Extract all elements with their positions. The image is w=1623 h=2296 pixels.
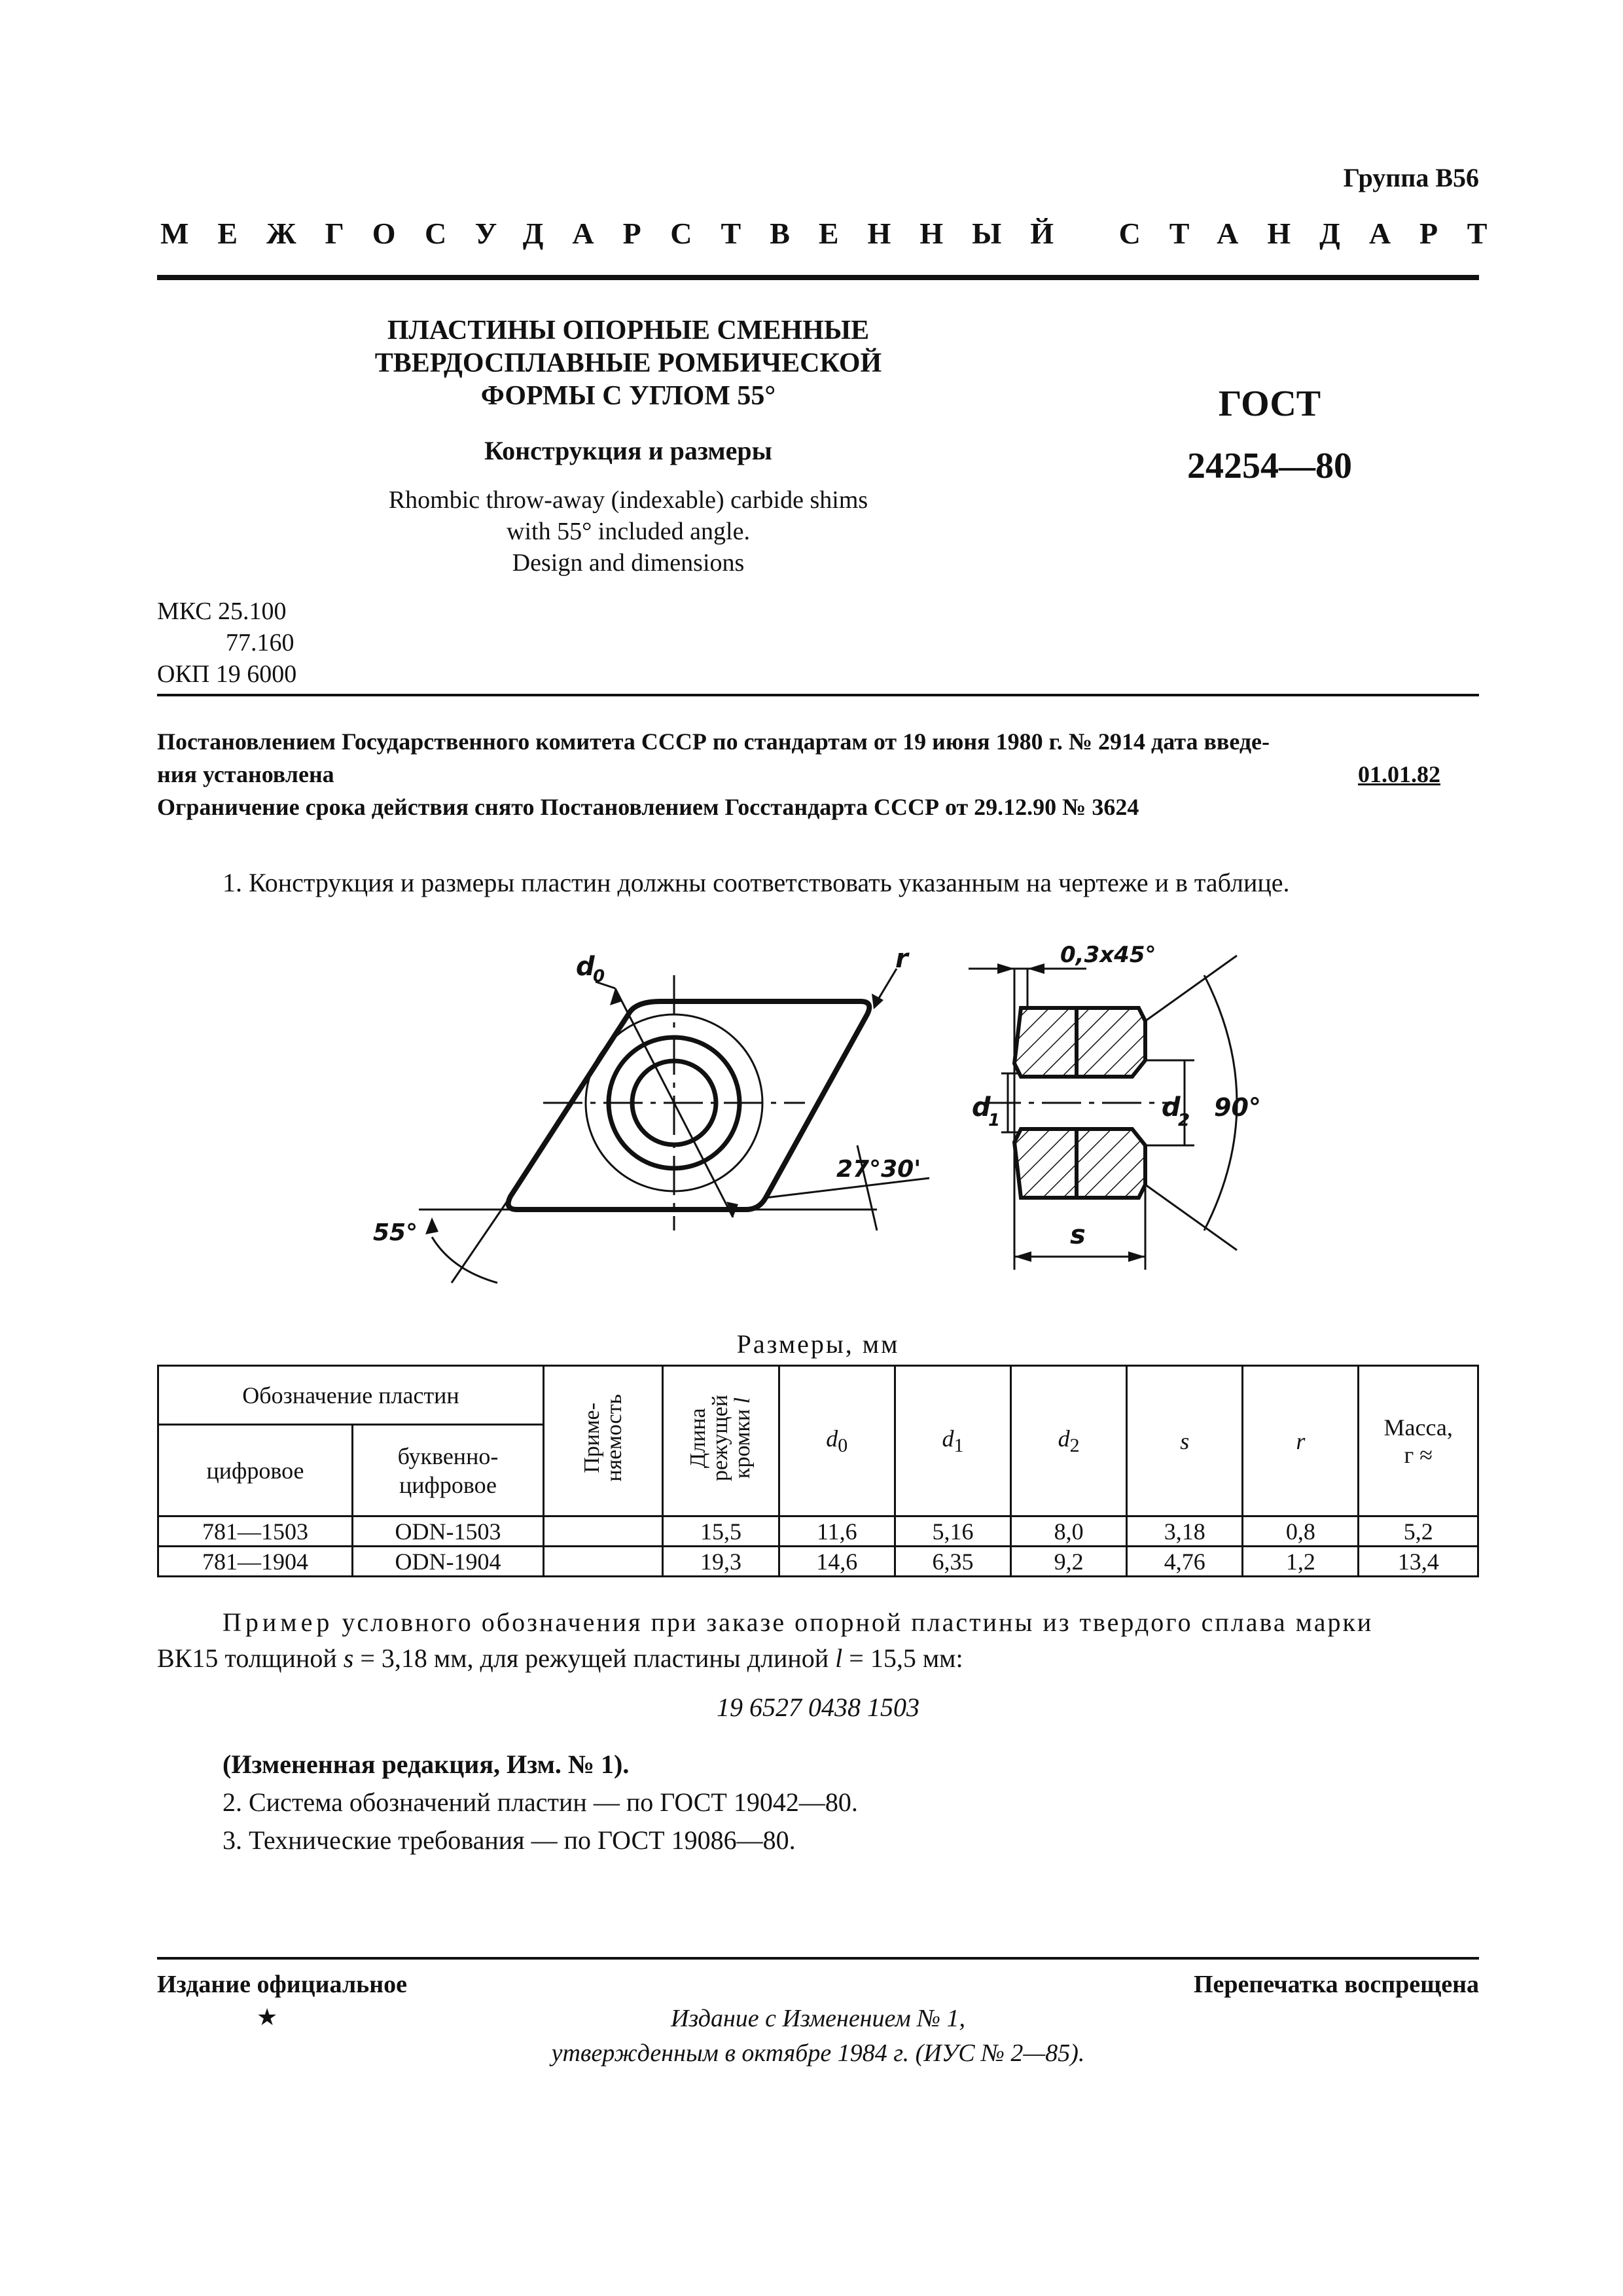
revision-note: (Измененная редакция, Изм. № 1).	[223, 1749, 630, 1779]
official-edition: Издание официальное	[157, 1971, 408, 1998]
r-leader	[877, 969, 897, 1001]
header-designation: Обозначение пластин	[158, 1366, 544, 1425]
svg-text:0: 0	[593, 967, 605, 986]
subtitle: Конструкция и размеры	[484, 436, 772, 465]
header-d1: $d_1$	[895, 1366, 1010, 1516]
table-row: 781—1503 ODN-1503 15,5 11,6 5,16 8,0 3,18 0,8 5,2	[158, 1516, 1478, 1547]
group-label: Группа В56	[1343, 163, 1479, 192]
table-caption: Размеры, мм	[736, 1329, 900, 1359]
label-d0: d	[576, 952, 595, 982]
table-row: 781—1904 ODN-1904 19,3 14,6 6,35 9,2 4,76 1,2 13,4	[158, 1547, 1478, 1577]
label-55: 55°	[373, 1219, 418, 1246]
plate-labels	[373, 944, 921, 1246]
footer-rule	[157, 1957, 1479, 1960]
decree-date: 01.01.82	[1358, 761, 1440, 787]
example-line1: Пример условного обозначения при заказе опорной пластины из твердого сплава марки	[223, 1607, 1374, 1637]
example-line2: ВК15 толщиной s = 3,18 мм, для режущей пластины длиной l = 15,5 мм:	[157, 1643, 963, 1673]
edition-note-2: утвержденным в октябре 1984 г. (ИУС № 2—85).	[551, 2039, 1085, 2067]
label-d1: d	[972, 1092, 991, 1122]
header-rule	[157, 275, 1479, 280]
gost-number: 24254—80	[1187, 446, 1352, 486]
decree-line2: ния установлена	[157, 761, 334, 787]
header-s: s	[1127, 1366, 1243, 1516]
header-digital: цифровое	[158, 1425, 353, 1516]
technical-drawing	[353, 929, 1309, 1309]
clause-2: 2. Система обозначений пластин — по ГОСТ 19042—80.	[223, 1787, 858, 1817]
label-d2: d	[1162, 1092, 1181, 1122]
label-chamfer: 0,3x45°	[1060, 942, 1156, 968]
header-d2: $d_2$	[1011, 1366, 1127, 1516]
header-mass: Масса, г ≈	[1359, 1366, 1478, 1516]
svg-text:2: 2	[1178, 1111, 1190, 1130]
svg-text:1: 1	[988, 1111, 1001, 1130]
classification-codes	[157, 596, 296, 690]
decree-line1: Постановлением Государственного комитета СССР по стандартам от 19 июня 1980 г. № 2914 дата введе-	[157, 728, 1270, 755]
standard-type: МЕЖГОСУДАРСТВЕННЫЙ СТАНДАРТ	[160, 217, 1516, 250]
clause-1: 1. Конструкция и размеры пластин должны соответствовать указанным на чертеже и в таблице.	[223, 868, 1290, 897]
okp-code: ОКП 19 6000	[157, 660, 297, 688]
edition-note-1: Издание с Изменением № 1,	[670, 2005, 966, 2032]
mks-code-2: 77.160	[226, 629, 294, 656]
clause-3: 3. Технические требования — по ГОСТ 19086—80.	[223, 1825, 796, 1855]
mks-code-1: МКС 25.100	[157, 598, 287, 625]
header-length: Длина режущей кромки l	[663, 1366, 779, 1516]
example-code: 19 6527 0438 1503	[717, 1693, 919, 1722]
title-ru-line3: ФОРМЫ С УГЛОМ 55°	[480, 381, 776, 411]
rhombus-outline	[508, 1001, 870, 1210]
title-en-line2: with 55° included angle.	[507, 518, 750, 545]
header-r: r	[1243, 1366, 1359, 1516]
label-27-30: 27°30'	[836, 1156, 921, 1183]
header-applicability: Приме- няемость	[544, 1366, 663, 1516]
gost-label: ГОСТ	[1218, 384, 1321, 424]
title-en-line1: Rhombic throw-away (indexable) carbide shims	[388, 486, 868, 514]
star-icon: ★	[257, 2004, 278, 2031]
title-ru	[288, 314, 969, 412]
header-alphanumeric: буквенно- цифровое	[352, 1425, 543, 1516]
label-r: r	[895, 944, 908, 974]
decree-line3: Ограничение срока действия снято Постановлением Госстандарта СССР от 29.12.90 № 3624	[157, 794, 1139, 820]
label-s: s	[1070, 1220, 1086, 1250]
no-reprint: Перепечатка воспрещена	[1193, 1971, 1479, 1998]
label-90: 90°	[1214, 1093, 1261, 1122]
title-en	[288, 484, 969, 579]
plate-section-view	[969, 956, 1237, 1270]
header-d0: $d_0$	[779, 1366, 895, 1516]
codes-rule	[157, 694, 1479, 696]
title-en-line3: Design and dimensions	[512, 549, 745, 577]
title-ru-line1: ПЛАСТИНЫ ОПОРНЫЕ СМЕННЫЕ	[387, 315, 870, 346]
dimensions-table	[157, 1365, 1479, 1577]
plate-top-view	[419, 969, 929, 1283]
title-ru-line2: ТВЕРДОСПЛАВНЫЕ РОМБИЧЕСКОЙ	[374, 348, 882, 378]
